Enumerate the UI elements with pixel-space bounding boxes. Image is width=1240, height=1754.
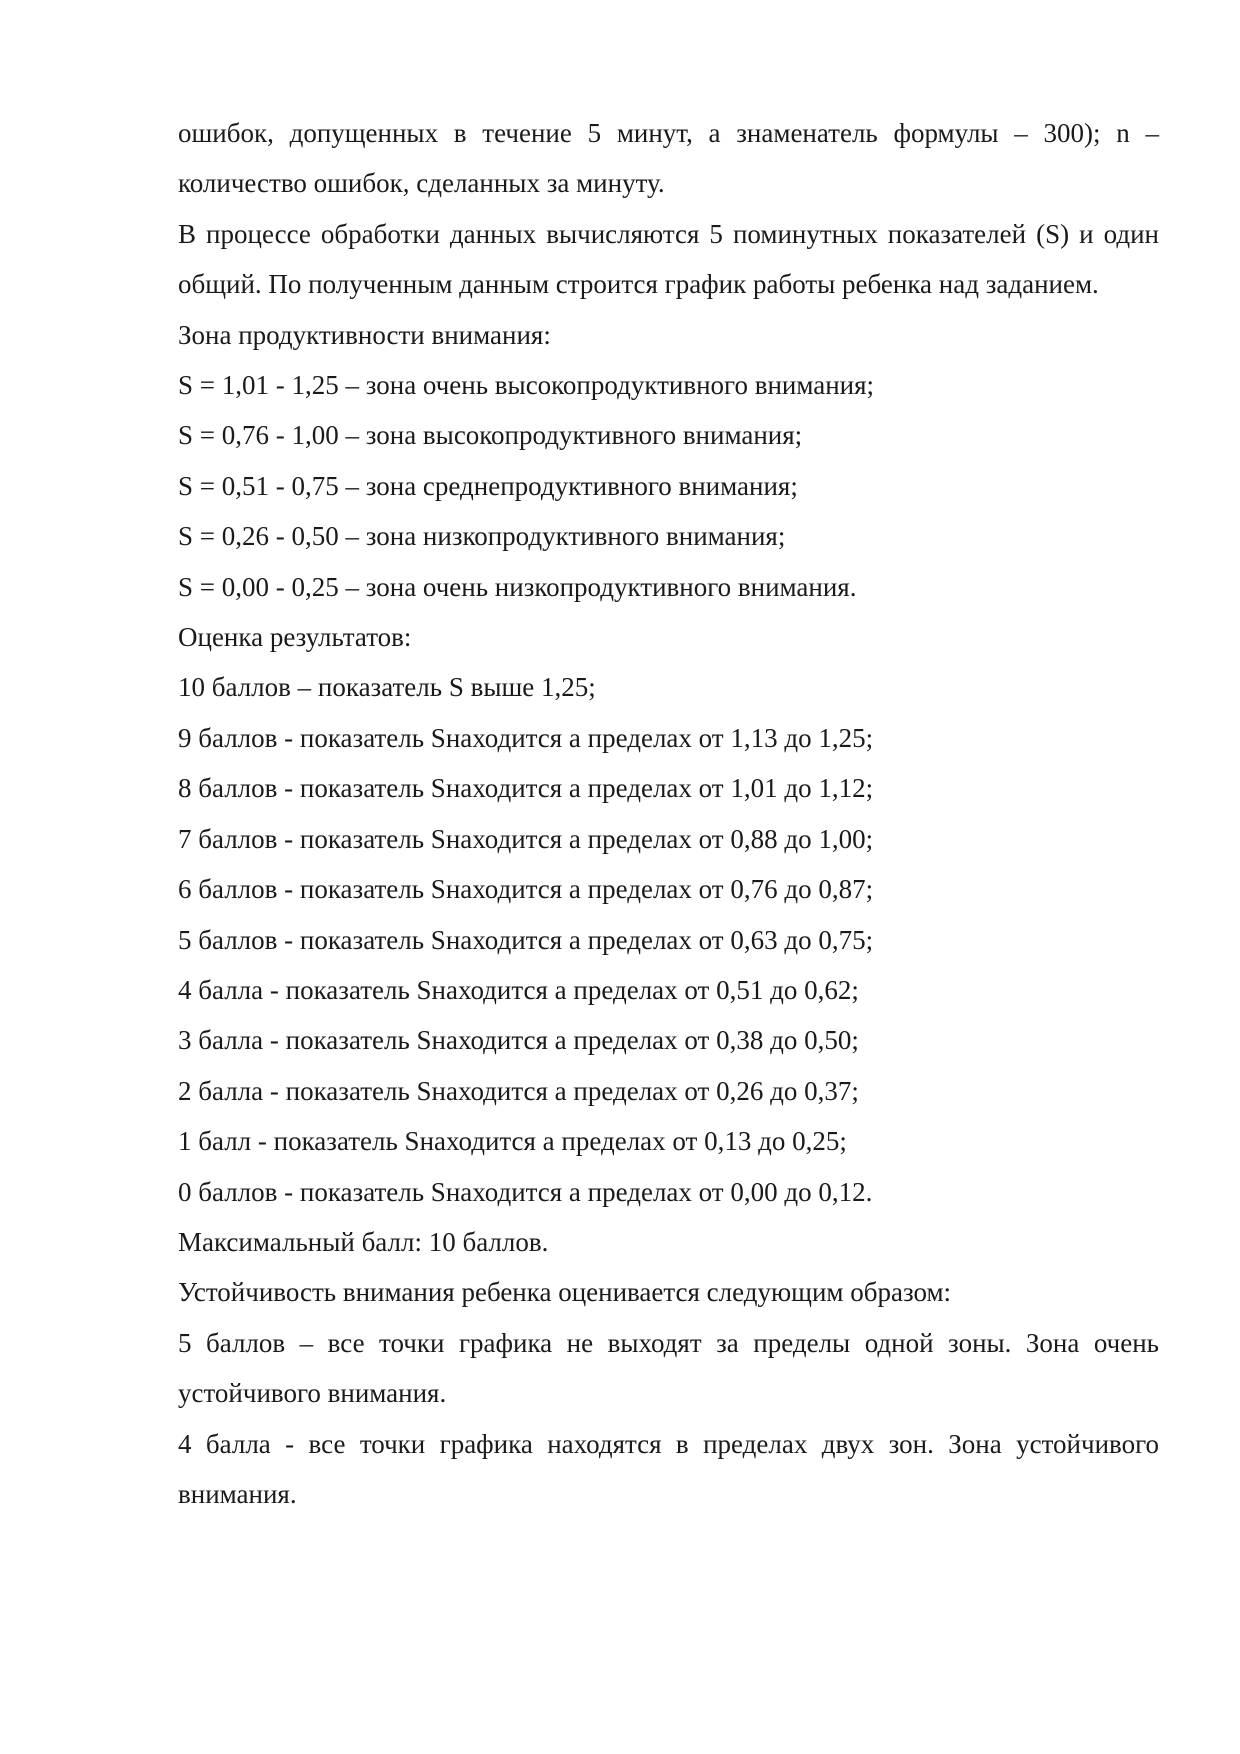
stability-paragraph: 5 баллов – все точки графика не выходят за пределы одной зоны. Зона очень устойчивого внимания.	[178, 1327, 1159, 1409]
zones-heading: Зона продуктивности внимания:	[178, 319, 551, 350]
score-line: 2 балла - показатель Sнаходится а пределах от 0,26 до 0,37;	[178, 1075, 859, 1106]
scores-heading: Оценка результатов:	[178, 622, 412, 653]
zone-line: S = 0,00 - 0,25 – зона очень низкопродуктивного внимания.	[178, 571, 857, 602]
intro-paragraph: ошибок, допущенных в течение 5 минут, а знаменатель формулы – 300); n – количество ошибок, сделанных за минуту.	[178, 118, 1159, 199]
score-line: 9 баллов - показатель Sнаходится а пределах от 1,13 до 1,25;	[178, 722, 874, 753]
zone-line: S = 0,26 - 0,50 – зона низкопродуктивного внимания;	[178, 521, 786, 552]
score-line: 1 балл - показатель Sнаходится а пределах от 0,13 до 0,25;	[178, 1126, 847, 1157]
score-line: 3 балла - показатель Sнаходится а пределах от 0,38 до 0,50;	[178, 1025, 859, 1056]
scores-list	[178, 662, 1159, 1216]
score-line: 0 баллов - показатель Sнаходится а пределах от 0,00 до 0,12.	[178, 1176, 873, 1207]
zones-list	[178, 360, 1159, 612]
zone-line: S = 1,01 - 1,25 – зона очень высокопродуктивного внимания;	[178, 370, 875, 401]
score-line: 7 баллов - показатель Sнаходится а пределах от 0,88 до 1,00;	[178, 823, 874, 854]
score-line: 6 баллов - показатель Sнаходится а пределах от 0,76 до 0,87;	[178, 874, 874, 905]
stability-paragraph: 4 балла - все точки графика находятся в пределах двух зон. Зона устойчивого внимания.	[178, 1428, 1159, 1509]
stability-heading: Устойчивость внимания ребенка оценивается следующим образом:	[178, 1277, 952, 1308]
score-line: 4 балла - показатель Sнаходится а пределах от 0,51 до 0,62;	[178, 974, 859, 1005]
max-score: Максимальный балл: 10 баллов.	[178, 1226, 549, 1257]
zone-line: S = 0,51 - 0,75 – зона среднепродуктивного внимания;	[178, 470, 798, 501]
score-line: 10 баллов – показатель S выше 1,25;	[178, 672, 596, 703]
processing-paragraph: В процессе обработки данных вычисляются 5 поминутных показателей (S) и один общий. По полученным данным строится график работы ребенка над заданием.	[178, 218, 1159, 300]
document-body	[178, 108, 1159, 1519]
zone-line: S = 0,76 - 1,00 – зона высокопродуктивного внимания;	[178, 420, 803, 451]
score-line: 8 баллов - показатель Sнаходится а пределах от 1,01 до 1,12;	[178, 773, 874, 804]
score-line: 5 баллов - показатель Sнаходится а пределах от 0,63 до 0,75;	[178, 924, 874, 955]
